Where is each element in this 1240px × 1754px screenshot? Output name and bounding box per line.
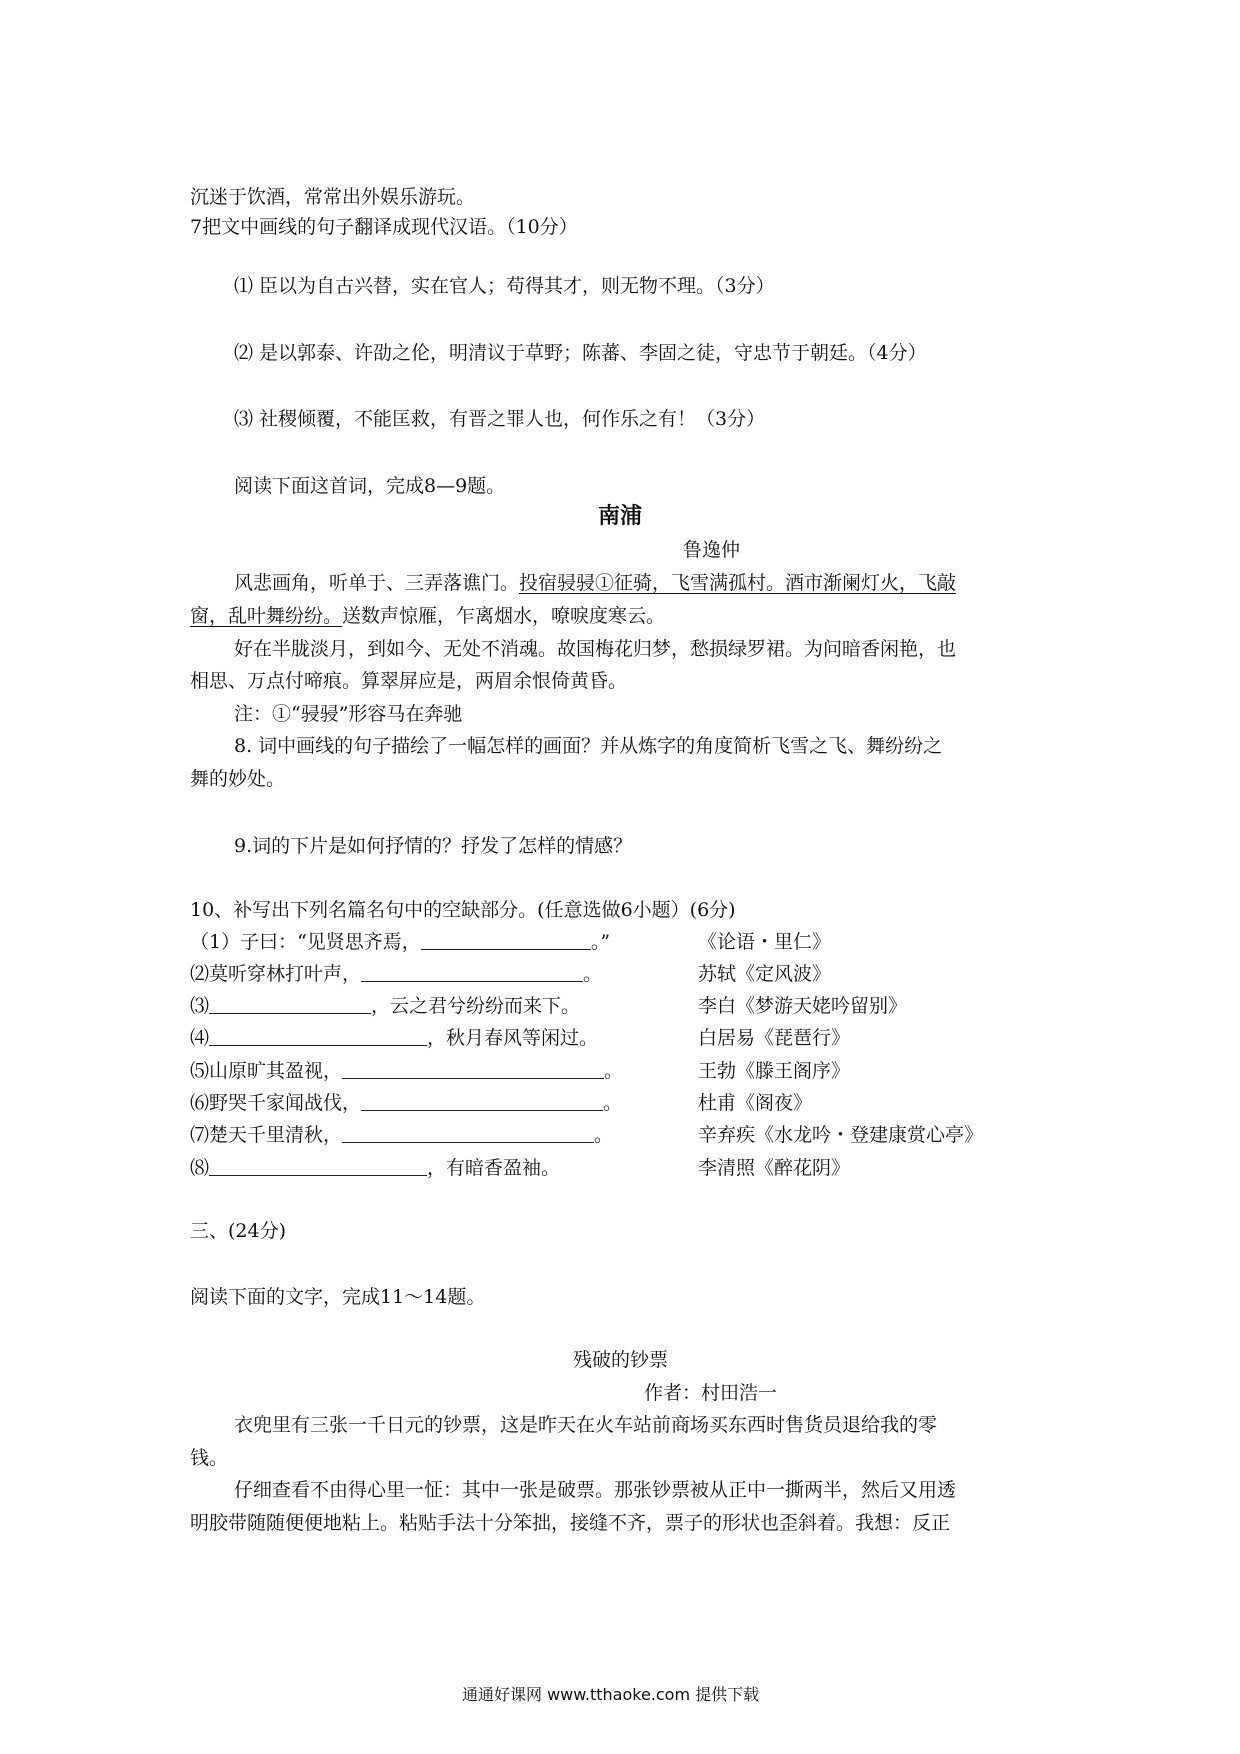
- item-source: 苏轼《定风波》: [698, 963, 832, 985]
- item-source: 王勃《滕王阁序》: [698, 1060, 851, 1082]
- item-text: ⑺楚天千里清秋，: [190, 1124, 343, 1146]
- story-paragraph-line: 仔细查看不由得心里一怔：其中一张是破票。那张钞票被从正中一撕两半，然后又用透: [234, 1479, 957, 1501]
- fill-blank-item: [190, 1025, 598, 1051]
- poem-author: 鲁逸仲: [683, 539, 741, 561]
- item-source: 杜甫《阁夜》: [698, 1092, 813, 1114]
- text-line: 沉迷于饮酒，常常出外娱乐游玩。: [190, 186, 476, 208]
- answer-blank[interactable]: [361, 963, 583, 982]
- item-text: ⑷: [190, 1027, 210, 1049]
- section-heading: 三、(24分): [190, 1220, 287, 1242]
- item-text: 。: [604, 1060, 624, 1082]
- fill-blank-item: [190, 1058, 623, 1084]
- item-text: 。: [583, 963, 603, 985]
- item-text: 。: [603, 1092, 623, 1114]
- question-7-stem: 7把文中画线的句子翻译成现代汉语。（10分）: [190, 216, 578, 238]
- story-paragraph-line: 衣兜里有三张一千日元的钞票，这是昨天在火车站前商场买东西时售货员退给我的零: [234, 1414, 938, 1436]
- item-source: 《论语・里仁》: [698, 931, 832, 953]
- item-source: 李白《梦游天姥吟留别》: [698, 995, 908, 1017]
- question-7-sentence-3: ⑶ 社稷倾覆，不能匡救，有晋之罪人也，何作乐之有！（3分）: [234, 408, 766, 430]
- item-text: ，秋月春风等闲过。: [427, 1027, 599, 1049]
- fill-blank-item: [190, 993, 580, 1019]
- item-text: ⑵莫听穿林打叶声，: [190, 963, 362, 985]
- item-text: 。: [594, 1124, 614, 1146]
- poem-title: 南浦: [598, 504, 643, 529]
- poem-line: [234, 570, 956, 596]
- item-text: ⑻: [190, 1157, 210, 1179]
- item-text: ⑸山原旷其盈视，: [190, 1060, 343, 1082]
- fill-blank-item: [190, 961, 602, 987]
- fill-blank-item: [190, 1090, 622, 1116]
- question-9-line: 9.词的下片是如何抒情的？抒发了怎样的情感？: [234, 835, 633, 857]
- poem-text: 送数声惊雁，乍离烟水，嘹唳度寒云。: [342, 605, 666, 627]
- answer-blank[interactable]: [209, 1027, 427, 1046]
- fill-blank-item: [190, 1155, 560, 1181]
- poem-line: 相思、万点付啼痕。算翠屏应是，两眉余恨倚黄昏。: [190, 670, 628, 692]
- poem-line: 好在半胧淡月，到如今、无处不消魂。故国梅花归梦，愁损绿罗裙。为问暗香闲艳，也: [234, 638, 957, 660]
- story-paragraph-line: 钱。: [190, 1447, 229, 1469]
- story-title: 残破的钞票: [573, 1349, 669, 1371]
- item-text: ，云之君兮纷纷而来下。: [371, 995, 581, 1017]
- poem-text: 风悲画角，听单于、三弄落谯门。: [234, 572, 520, 594]
- item-text: ⑶: [190, 995, 210, 1017]
- question-8-line: 舞的妙处。: [190, 768, 286, 790]
- fill-blank-item: [190, 1122, 613, 1148]
- poem-line: [190, 603, 665, 629]
- answer-blank[interactable]: [421, 931, 591, 950]
- question-7-sentence-2: ⑵ 是以郭泰、许劭之伦，明清议于草野；陈蕃、李固之徒，守忠节于朝廷。（4分）: [234, 342, 927, 364]
- question-8-line: 8. 词中画线的句子描绘了一幅怎样的画面？并从炼字的角度简析飞雪之飞、舞纷纷之: [234, 735, 943, 757]
- fill-blank-item: [190, 929, 610, 955]
- answer-blank[interactable]: [209, 995, 371, 1014]
- section-intro: 阅读下面的文字，完成11～14题。: [190, 1286, 486, 1308]
- answer-blank[interactable]: [209, 1157, 427, 1176]
- answer-blank[interactable]: [342, 1124, 594, 1143]
- item-source: 李清照《醉花阴》: [698, 1157, 851, 1179]
- poem-underlined-text: 投宿骎骎①征骑，飞雪满孤村。酒市渐阑灯火，飞敲: [519, 572, 957, 594]
- story-paragraph-line: 明胶带随随便便地粘上。粘贴手法十分笨拙，接缝不齐，票子的形状也歪斜着。我想：反正: [190, 1512, 951, 1534]
- item-text: ，有暗香盈袖。: [427, 1157, 561, 1179]
- item-text: （1）子曰：“见贤思齐焉，: [190, 931, 421, 953]
- question-7-sentence-1: ⑴ 臣以为自古兴替，实在官人；苟得其才，则无物不理。（3分）: [234, 275, 775, 297]
- item-text: 。”: [590, 931, 611, 953]
- story-author: 作者：村田浩一: [644, 1382, 778, 1404]
- answer-blank[interactable]: [342, 1060, 604, 1079]
- item-source: 辛弃疾《水龙吟・登建康赏心亭》: [698, 1124, 984, 1146]
- poem-underlined-text: 窗，乱叶舞纷纷。: [190, 605, 343, 627]
- item-text: ⑹野哭千家闻战伐，: [190, 1092, 362, 1114]
- item-source: 白居易《琵琶行》: [698, 1027, 851, 1049]
- poem-note: 注：①“骎骎”形容马在奔驰: [234, 703, 463, 725]
- answer-blank[interactable]: [361, 1092, 603, 1111]
- poem-intro: 阅读下面这首词，完成8—9题。: [234, 475, 506, 497]
- question-10-stem: 10、补写出下列名篇名句中的空缺部分。(任意选做6小题）(6分): [190, 899, 736, 921]
- page-footer: 通通好课网 www.tthaoke.com 提供下载: [462, 1685, 760, 1704]
